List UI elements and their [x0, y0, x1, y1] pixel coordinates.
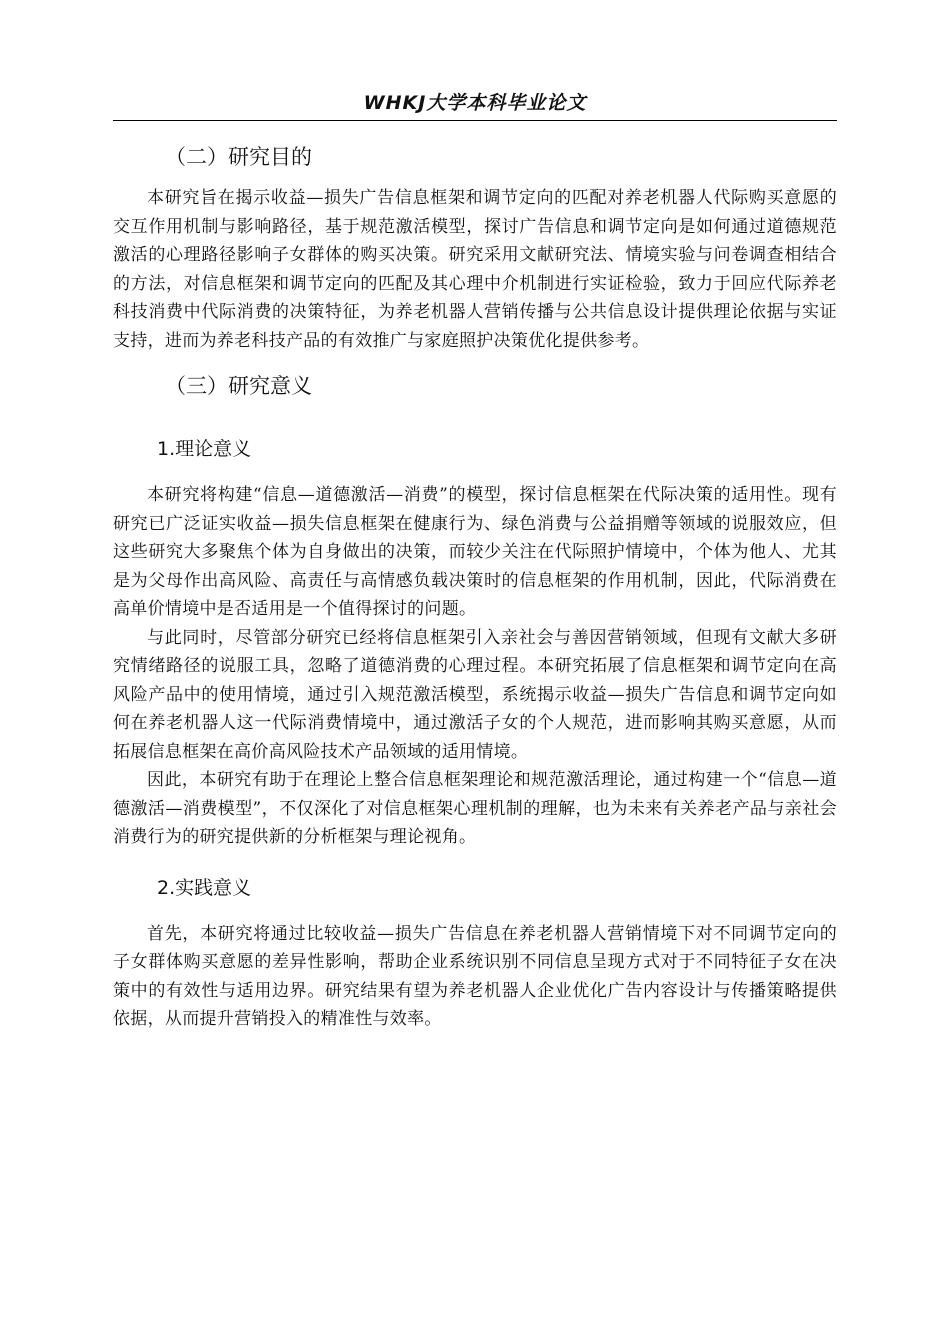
header-title: WHKJ大学本科毕业论文	[363, 92, 587, 114]
paragraph: 本研究将构建“信息—道德激活—消费”的模型，探讨信息框架在代际决策的适用性。现有研究已广泛证实收益—损失信息框架在健康行为、绿色消费与公益捐赠等领域的说服效应，但这些研究大多聚焦个体为自身做出的决策，而较少关注在代际照护情境中，个体为他人、尤其是为父母作出高风险、高责任与高情感负载决策时的信息框架的作用机制，因此，代际消费在高单价情境中是否适用是一个值得探讨的问题。	[113, 485, 837, 619]
paragraph: 与此同时，尽管部分研究已经将信息框架引入亲社会与善因营销领域，但现有文献大多研究情绪路径的说服工具，忽略了道德消费的心理过程。本研究拓展了信息框架和调节定向在高风险产品中的使用情境，通过引入规范激活模型，系统揭示收益—损失广告信息和调节定向如何在养老机器人这一代际消费情境中，通过激活子女的个人规范，进而影响其购买意愿，从而拓展信息框架在高价高风险技术产品领域的适用情境。	[113, 627, 837, 762]
subheading-practice: 2.实践意义	[157, 876, 252, 899]
section-heading-purpose: （二）研究目的	[165, 145, 312, 169]
subheading-theory: 1.理论意义	[157, 438, 252, 460]
paragraph: 本研究旨在揭示收益—损失广告信息框架和调节定向的匹配对养老机器人代际购买意愿的交互作用机制与影响路径，基于规范激活模型，探讨广告信息和调节定向是如何通过道德规范激活的心理路径影响子女群体的购买决策。研究采用文献研究法、情境实验与问卷调查相结合的方法，对信息框架和调节定向的匹配及其心理中介机制进行实证检验，致力于回应代际养老科技消费中代际消费的决策特征，为养老机器人营销传播与公共信息设计提供理论依据与实证支持，进而为养老科技产品的有效推广与家庭照护决策优化提供参考。	[113, 188, 837, 351]
page-header	[113, 88, 837, 121]
paragraph: 首先，本研究将通过比较收益—损失广告信息在养老机器人营销情境下对不同调节定向的子女群体购买意愿的差异性影响，帮助企业系统识别不同信息呈现方式对于不同特征子女在决策中的有效性与适用边界。研究结果有望为养老机器人企业优化广告内容设计与传播策略提供依据，从而提升营销投入的精准性与效率。	[113, 923, 837, 1029]
document-body	[113, 142, 837, 1034]
section-heading-significance: （三）研究意义	[165, 374, 312, 398]
paragraph: 因此，本研究有助于在理论上整合信息框架理论和规范激活理论，通过构建一个“信息—道德激活—消费模型”，不仅深化了对信息框架心理机制的理解，也为未来有关养老产品与亲社会消费行为的研究提供新的分析框架与理论视角。	[113, 770, 837, 847]
